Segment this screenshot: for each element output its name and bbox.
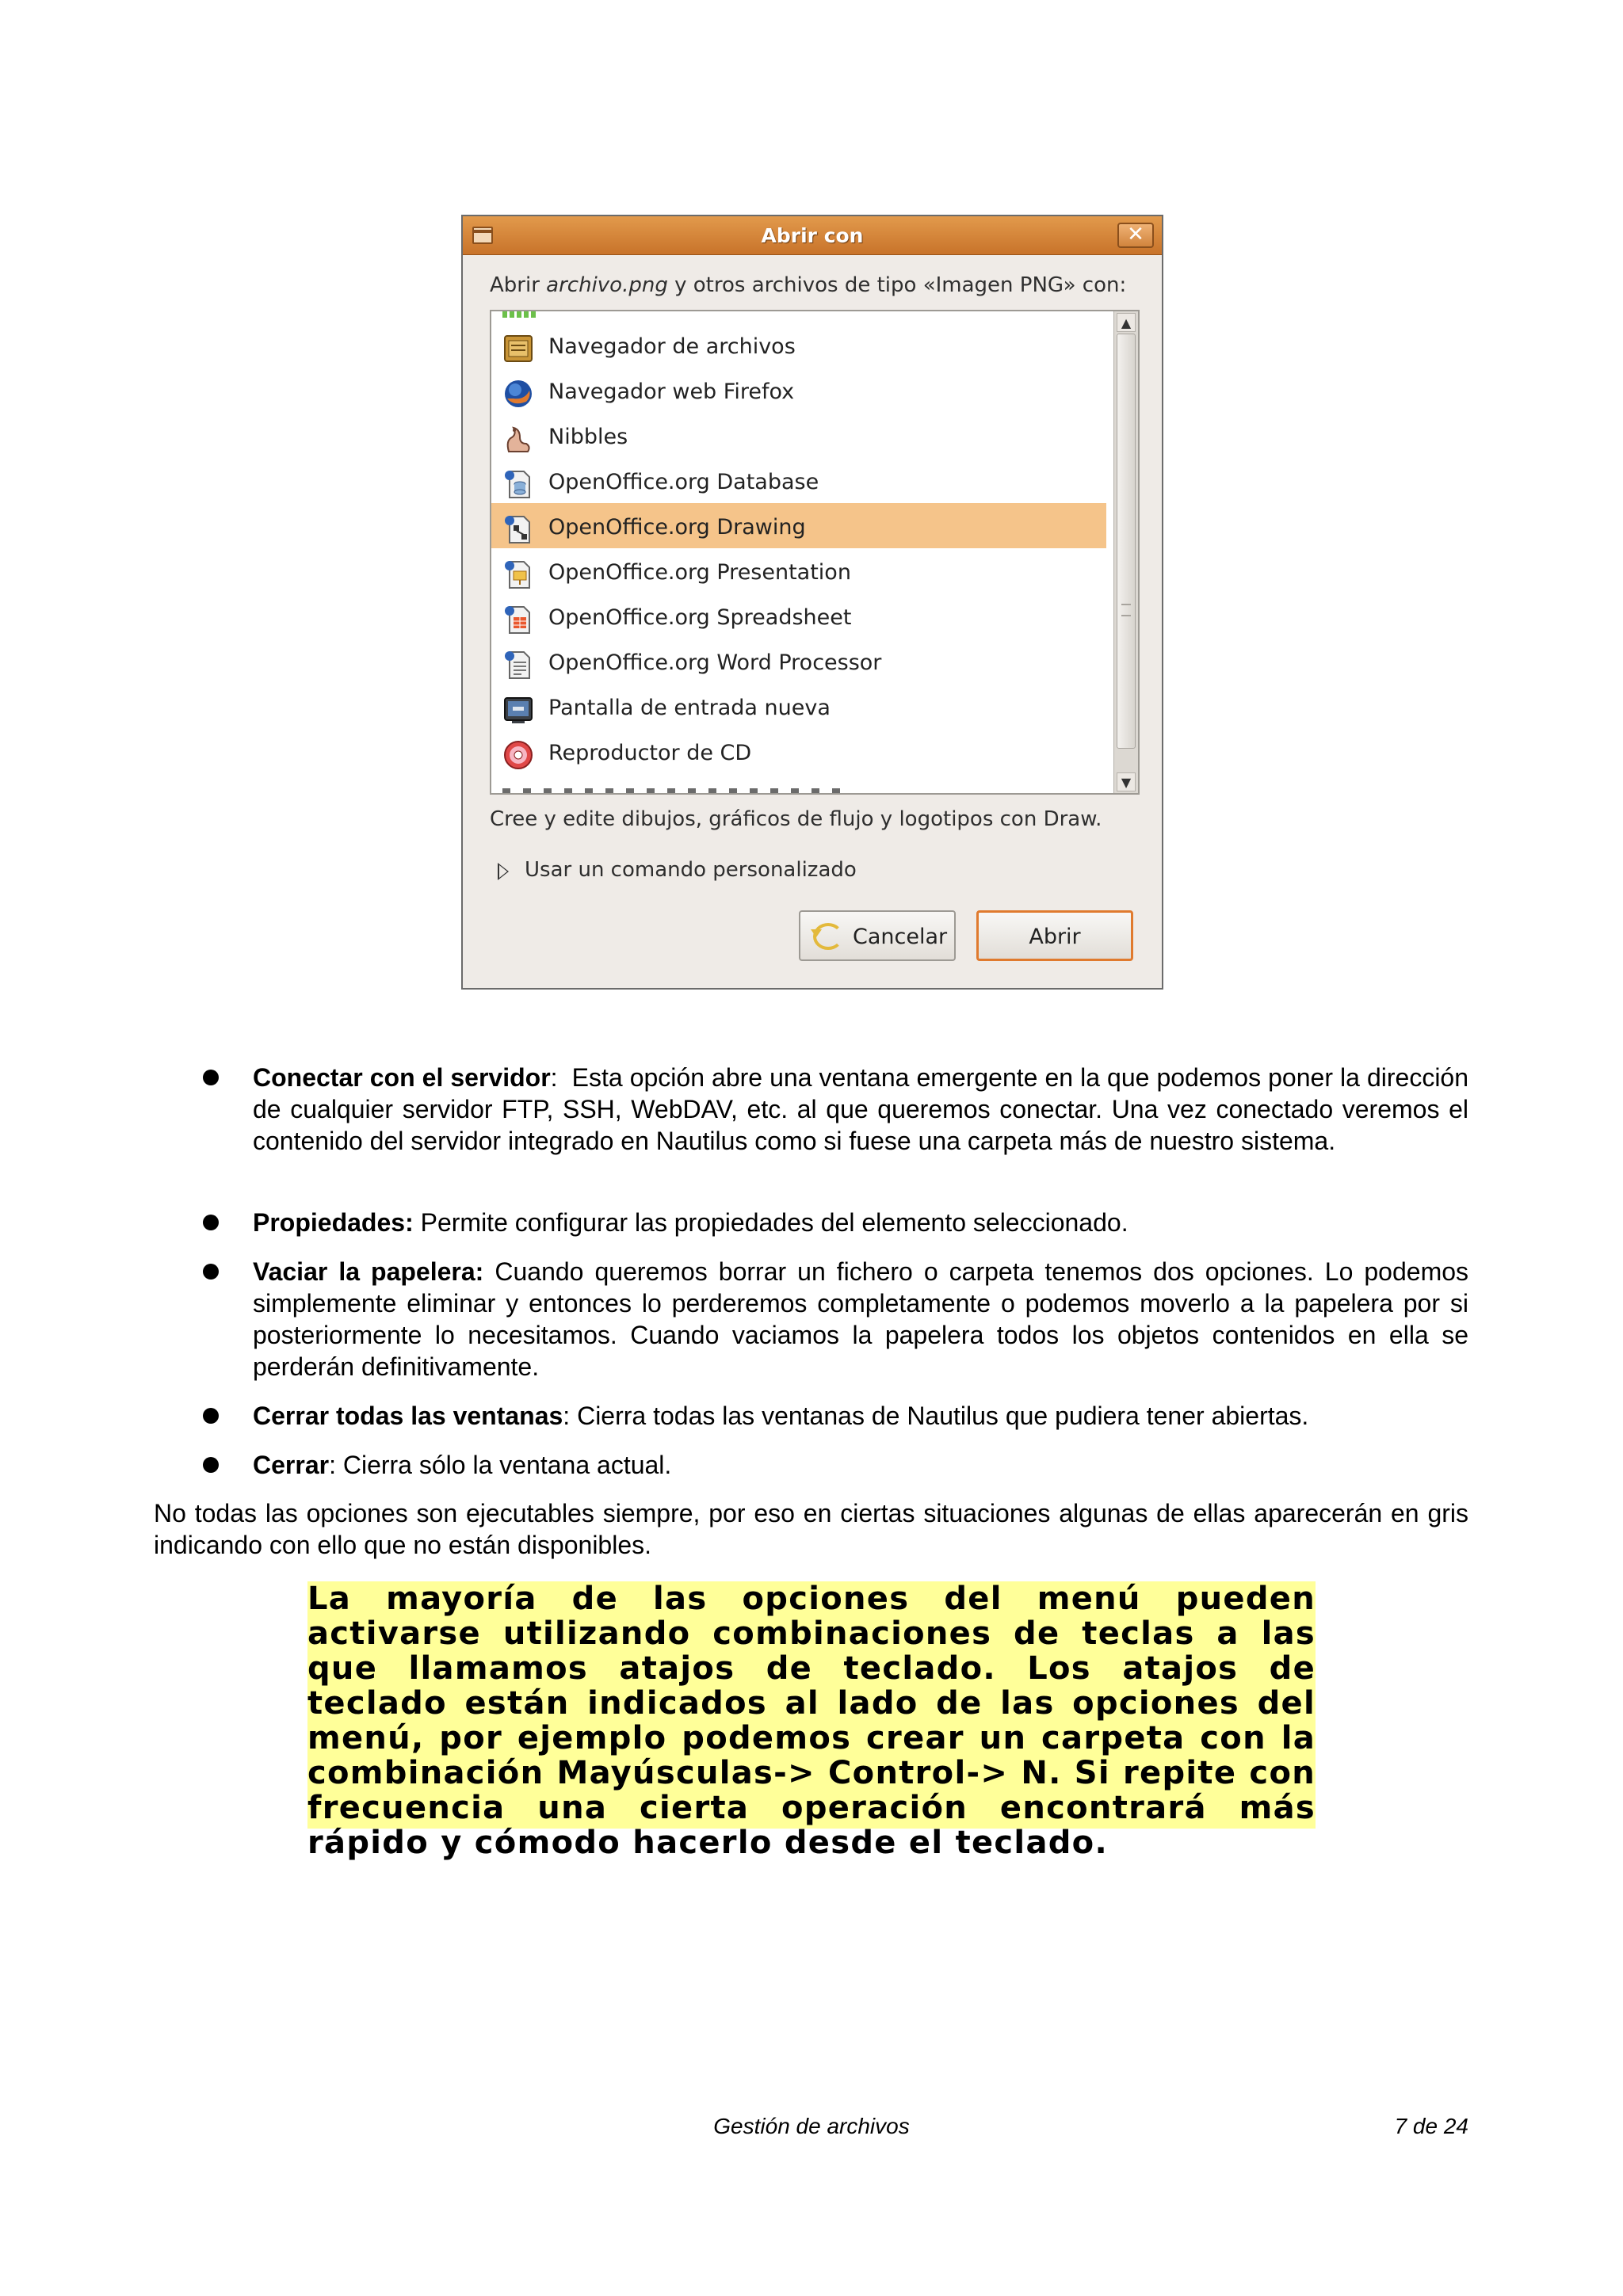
list-item-text: Cierra todas las ventanas de Nautilus que pudiera tener abiertas. <box>577 1402 1309 1430</box>
list-item <box>253 1207 1468 1238</box>
list-item-label: OpenOffice.org Spreadsheet <box>548 605 852 630</box>
cancel-button[interactable] <box>799 910 956 961</box>
bullet-icon <box>203 1264 219 1280</box>
open-button[interactable] <box>976 910 1133 961</box>
scroll-down-arrow-icon[interactable]: ▼ <box>1117 772 1136 791</box>
list-item-ooo-database[interactable] <box>491 458 1106 503</box>
list-item-ooo-drawing[interactable] <box>491 503 1106 548</box>
scroll-up-arrow-icon[interactable]: ▲ <box>1117 313 1136 332</box>
clipped-list-item <box>502 311 537 318</box>
list-item-label: OpenOffice.org Word Processor <box>548 650 882 675</box>
list-item-label: OpenOffice.org Database <box>548 470 819 494</box>
list-item <box>253 1256 1468 1383</box>
list-item-cd-player[interactable] <box>491 729 1106 774</box>
list-item-text: Permite configurar las propiedades del elemento seleccionado. <box>420 1208 1128 1237</box>
list-item-label: Nibbles <box>548 425 628 449</box>
prompt-prefix: Abrir <box>490 273 547 297</box>
app-description: Cree y edite dibujos, gráficos de flujo y logotipos con Draw. <box>490 807 1102 831</box>
list-item <box>253 1062 1468 1157</box>
list-item-firefox[interactable] <box>491 368 1106 413</box>
list-item-text: Cierra sólo la ventana actual. <box>342 1451 672 1479</box>
ooo-presentation-icon <box>502 559 534 590</box>
application-list[interactable] <box>490 310 1140 795</box>
open-label: Abrir <box>1029 925 1081 949</box>
login-screen-icon <box>502 694 534 726</box>
list-item-sep: : <box>563 1402 578 1430</box>
tip-note: La mayoría de las opciones del menú pueden activarse utilizando combinaciones de teclas a las que llamamos atajos de teclado. Los atajos de teclado están indicados al lado de las opciones del menú, por ejemplo podemos crear un carpeta con la combinación Mayúsculas-> Control-> N. Si repite con frecuencia una cierta operación encontrará más rápido y cómodo hacerlo desde el teclado. <box>307 1581 1316 1861</box>
list-item-label: Pantalla de entrada nueva <box>548 696 831 720</box>
list-item <box>253 1400 1468 1432</box>
ooo-database-icon <box>502 468 534 500</box>
cancel-label: Cancelar <box>853 925 948 949</box>
dialog-titlebar <box>463 216 1162 255</box>
bullet-icon <box>203 1408 219 1424</box>
ooo-drawing-icon <box>502 513 534 545</box>
list-item-label: OpenOffice.org Presentation <box>548 560 851 585</box>
list-scrollbar[interactable] <box>1113 311 1138 793</box>
list-item-label: OpenOffice.org Drawing <box>548 515 806 540</box>
expander-label: Usar un comando personalizado <box>525 858 857 882</box>
ooo-spreadsheet-icon <box>502 604 534 635</box>
list-item-ooo-writer[interactable] <box>491 639 1106 684</box>
close-button[interactable]: ✕ <box>1117 223 1154 248</box>
list-item-term: Vaciar la papelera: <box>253 1257 484 1286</box>
ooo-writer-icon <box>502 649 534 681</box>
list-item-term: Propiedades: <box>253 1208 414 1237</box>
expander-arrow-icon <box>498 863 509 880</box>
list-item-label: Navegador web Firefox <box>548 379 795 404</box>
list-item-term: Conectar con el servidor <box>253 1063 551 1092</box>
list-item-label: Reproductor de CD <box>548 741 752 765</box>
list-item-file-browser[interactable] <box>491 322 1106 368</box>
page-number: 7 de 24 <box>1394 2114 1468 2138</box>
list-item-sep: : <box>329 1451 343 1479</box>
list-item-sep <box>483 1257 495 1286</box>
list-item-sep <box>414 1208 421 1237</box>
list-item-term: Cerrar <box>253 1451 330 1479</box>
list-item-label: Navegador de archivos <box>548 334 796 359</box>
clipped-list-item <box>502 788 851 793</box>
prompt-filename: archivo.png <box>546 273 668 297</box>
list-item-nibbles[interactable] <box>491 413 1106 458</box>
list-item-text: Esta opción abre una ventana emergente en la que podemos poner la dirección de cualquier servidor FTP, SSH, WebDAV, etc. al que queremos conectar. Una vez conectado veremos el contenido del servidor integrado en Nautilus como si fuese una carpeta más de nuestro sistema. <box>253 1063 1469 1155</box>
firefox-icon <box>502 378 534 410</box>
file-browser-icon <box>502 333 534 364</box>
bullet-icon <box>203 1070 219 1085</box>
list-item-login-screen[interactable] <box>491 684 1106 729</box>
list-item-sep: : <box>550 1063 572 1092</box>
dialog-title: Abrir con <box>761 224 864 247</box>
footer-title: Gestión de archivos <box>713 2114 910 2138</box>
body-paragraph: No todas las opciones son ejecutables siempre, por eso en ciertas situaciones algunas de ellas aparecerán en gris indicando con ello que no están disponibles. <box>154 1499 1468 1559</box>
list-item <box>253 1449 1468 1481</box>
nibbles-icon <box>502 423 534 455</box>
list-item-ooo-spreadsheet[interactable] <box>491 593 1106 639</box>
list-item-term: Cerrar todas las ventanas <box>253 1402 563 1430</box>
bullet-icon <box>203 1457 219 1473</box>
bullet-icon <box>203 1215 219 1230</box>
list-item-ooo-presentation[interactable] <box>491 548 1106 593</box>
scroll-thumb[interactable] <box>1117 334 1136 749</box>
prompt-suffix: y otros archivos de tipo «Imagen PNG» con: <box>667 273 1127 297</box>
dialog-prompt <box>490 273 1126 297</box>
open-with-dialog <box>461 215 1163 990</box>
list-item-text: Cuando queremos borrar un fichero o carpeta tenemos dos opciones. Lo podemos simplemente eliminar y entonces lo perderemos completamente o podemos moverlo a la papelera por si posteriormente lo necesitamos. Cuando vaciamos la papelera todos los objetos contenidos en ella se perderán definitivamente. <box>253 1257 1469 1381</box>
cd-player-icon <box>502 739 534 771</box>
undo-icon <box>813 923 843 950</box>
